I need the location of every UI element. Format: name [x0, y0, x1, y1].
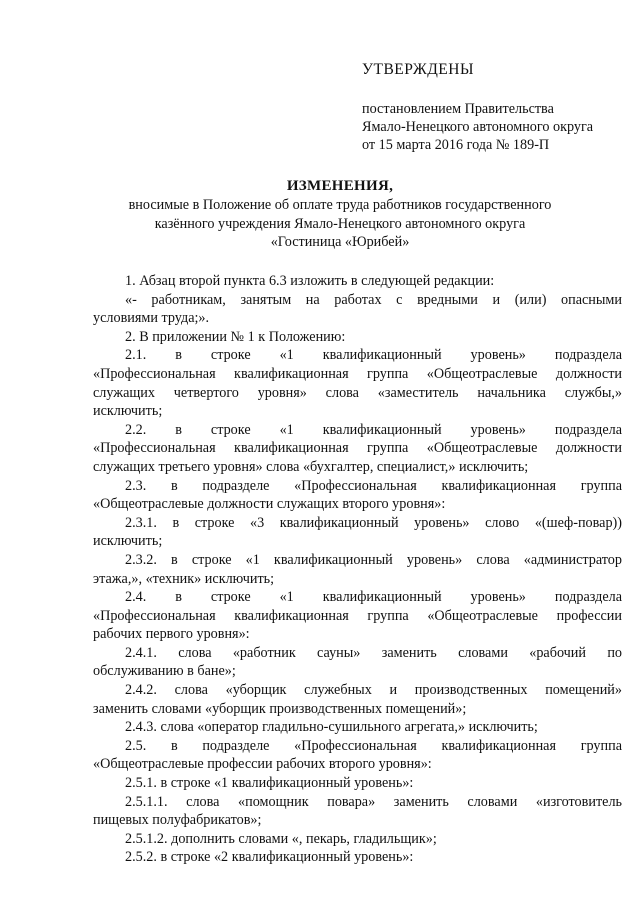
paragraph: [93, 514, 622, 551]
paragraph: [93, 737, 622, 774]
paragraph: [93, 272, 622, 291]
paragraph: [93, 681, 622, 718]
approval-heading: УТВЕРЖДЕНЫ: [362, 61, 474, 78]
paragraph-line: «- работникам, занятым на работах с вредными и (или) опасными: [125, 291, 622, 308]
paragraph: [93, 551, 622, 588]
paragraph: [93, 346, 622, 420]
paragraph-line: 2.4.3. слова «оператор гладильно-сушильного агрегата,» исключить;: [125, 719, 538, 736]
paragraph-line: «Общеотраслевые профессии рабочих второго уровня»:: [93, 756, 432, 773]
paragraph-line: пищевых полуфабрикатов»;: [93, 812, 262, 829]
title-line: казённого учреждения Ямало-Ненецкого автономного округа: [154, 215, 526, 232]
paragraph-line: обслуживанию в бане»;: [93, 663, 236, 680]
paragraph-line: служащих четвертого уровня» слова «заместитель начальника службы,»: [93, 384, 622, 401]
paragraph: [93, 421, 622, 477]
paragraph-line: 2.3.2. в строке «1 квалификационный уровень» слова «администратор: [125, 551, 622, 568]
paragraph-line: 1. Абзац второй пункта 6.3 изложить в следующей редакции:: [125, 273, 495, 289]
paragraph: [93, 588, 622, 644]
paragraph-line: «Профессиональная квалификационная группа «Общеотраслевые должности: [93, 365, 622, 382]
paragraph-line: 2.5.1. в строке «1 квалификационный уровень»:: [125, 775, 414, 792]
paragraph-line: 2.4.1. слова «работник сауны» заменить словами «рабочий по: [125, 644, 622, 661]
paragraph-line: 2.1. в строке «1 квалификационный уровень» подраздела: [125, 347, 622, 364]
paragraph: [93, 793, 622, 830]
paragraph-line: 2. В приложении № 1 к Положению:: [125, 328, 346, 345]
paragraph-line: 2.5.2. в строке «2 квалификационный уровень»:: [125, 849, 414, 866]
paragraph: [93, 477, 622, 514]
document-body: [93, 272, 622, 867]
title-line: «Гостиница «Юрибей»: [270, 234, 410, 250]
paragraph-line: «Профессиональная квалификационная группа «Общеотраслевые профессии: [93, 607, 622, 624]
paragraph-line: 2.3.1. в строке «3 квалификационный уровень» слово «(шеф-повар)): [125, 514, 622, 531]
paragraph-line: условиями труда;».: [93, 310, 210, 327]
paragraph-line: 2.5.1.1. слова «помощник повара» заменить словами «изготовитель: [125, 793, 622, 810]
paragraph-line: служащих третьего уровня» слова «бухгалтер, специалист,» исключить;: [93, 458, 529, 475]
paragraph: [93, 291, 622, 328]
paragraph-line: заменить словами «уборщик производственных помещений»;: [93, 700, 467, 717]
approval-line: постановлением Правительства: [362, 101, 554, 117]
approval-block: [362, 60, 622, 154]
paragraph-line: этажа,», «техник» исключить;: [93, 570, 275, 587]
paragraph-line: рабочих первого уровня»:: [93, 626, 250, 643]
paragraph: [93, 328, 622, 347]
paragraph-line: исключить;: [93, 533, 163, 550]
paragraph-line: 2.3. в подразделе «Профессиональная квалификационная группа: [125, 477, 622, 494]
paragraph-line: 2.5. в подразделе «Профессиональная квалификационная группа: [125, 737, 622, 754]
paragraph-line: 2.2. в строке «1 квалификационный уровень» подраздела: [125, 421, 622, 438]
title-line: вносимые в Положение об оплате труда работников государственного: [128, 197, 552, 213]
paragraph-line: 2.4.2. слова «уборщик служебных и производственных помещений»: [125, 682, 622, 699]
approval-line: от 15 марта 2016 года № 189-П: [362, 137, 550, 153]
document-title: [100, 176, 580, 252]
paragraph: [93, 718, 622, 737]
paragraph: [93, 830, 622, 849]
paragraph: [93, 848, 622, 867]
title-heading: ИЗМЕНЕНИЯ,: [286, 178, 394, 194]
paragraph-line: 2.4. в строке «1 квалификационный уровень» подраздела: [125, 589, 622, 606]
paragraph-line: «Профессиональная квалификационная группа «Общеотраслевые должности: [93, 440, 622, 457]
paragraph-line: исключить;: [93, 403, 163, 420]
paragraph: [93, 774, 622, 793]
paragraph-line: «Общеотраслевые должности служащих второго уровня»:: [93, 496, 446, 513]
paragraph-line: 2.5.1.2. дополнить словами «, пекарь, гладильщик»;: [125, 830, 437, 847]
approval-line: Ямало-Ненецкого автономного округа: [362, 119, 594, 135]
paragraph: [93, 644, 622, 681]
